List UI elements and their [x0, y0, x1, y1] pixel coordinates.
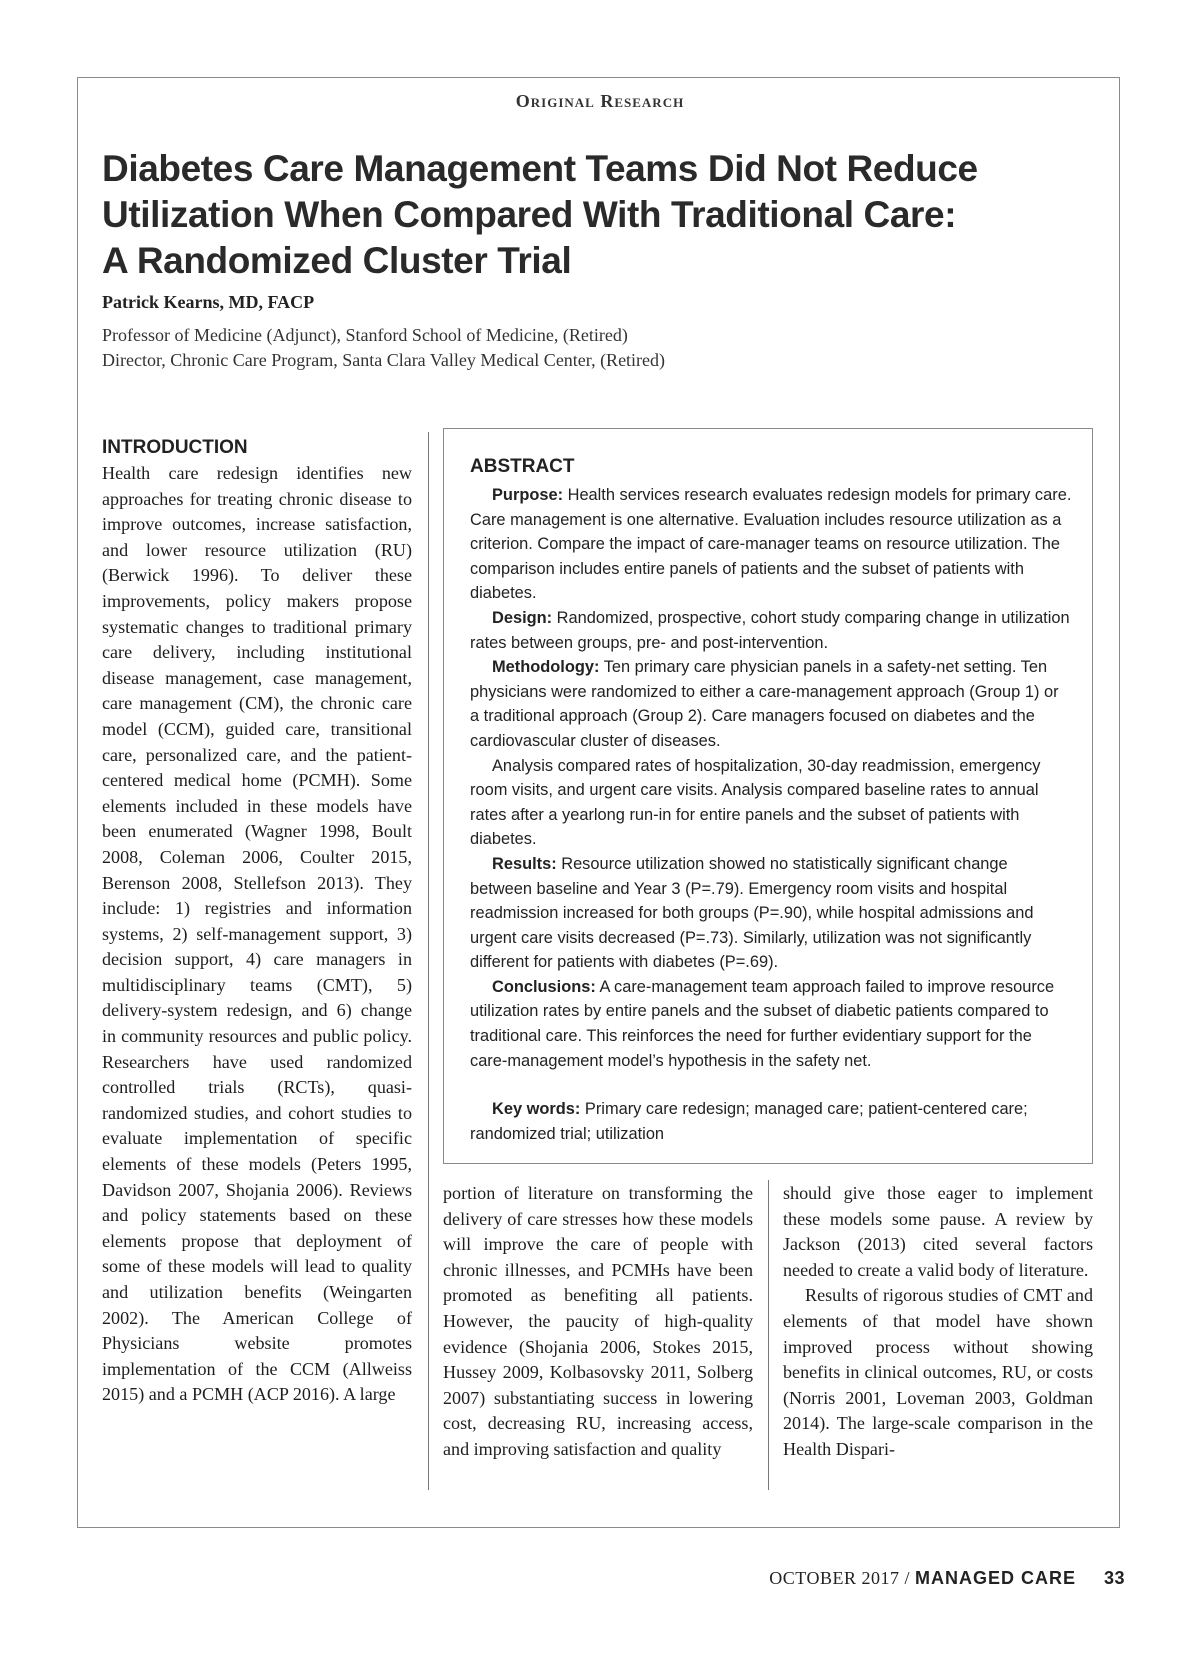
abstract-keywords	[470, 1097, 1072, 1146]
page-number: 33	[1103, 1568, 1125, 1588]
introduction-paragraph-end: should give those eager to implement these models some pause. A review by Jackson (2013) cited several factors needed to create a valid body of literature.	[783, 1183, 1093, 1280]
title-line-1: Diabetes Care Management Teams Did Not Reduce	[102, 148, 978, 189]
abstract-results	[470, 852, 1072, 975]
keywords-label: Key words:	[492, 1100, 581, 1119]
introduction-paragraph-next: Results of rigorous studies of CMT and elements of that model have shown improved process without showing benefits in clinical outcomes, RU, or costs (Norris 2001, Loveman 2003, Goldman 2014). The large-scale comparison in the Health Dispari-	[783, 1285, 1093, 1459]
design-text: Randomized, prospective, cohort study comparing change in utilization rates between groups, pre- and post-intervention.	[470, 608, 1070, 652]
footer-date: OCTOBER 2017 /	[769, 1568, 915, 1588]
abstract-design	[470, 606, 1072, 655]
title-line-2: Utilization When Compared With Traditional Care:	[102, 194, 957, 235]
introduction-column-left	[102, 461, 412, 1408]
author-name: Patrick Kearns, MD, FACP	[102, 292, 315, 312]
column-divider	[428, 432, 429, 1490]
author-affiliation-2: Director, Chronic Care Program, Santa Clara Valley Medical Center, (Retired)	[102, 350, 666, 370]
results-text: Resource utilization showed no statistically significant change between baseline and Year 3 (P=.79). Emergency room visits and hospital readmission increased for both groups (P=.90), while hospital admissions and urgent care visits decreased (P=.73). Similarly, utilization was not significantly different for patients with diabetes (P=.69).	[470, 854, 1034, 972]
abstract-heading: ABSTRACT	[470, 456, 575, 477]
abstract-purpose	[470, 483, 1072, 606]
abstract-analysis: Analysis compared rates of hospitalization, 30-day readmission, emergency room visits, and urgent care visits. Analysis compared baseline rates to annual rates after a yearlong run-in for entire panels and the subset of patients with diabetes.	[470, 756, 1041, 849]
column-divider-2	[768, 1180, 769, 1490]
page-footer	[769, 1568, 1125, 1589]
introduction-paragraph: Health care redesign identifies new approaches for treating chronic disease to improve outcomes, increase satisfaction, and lower resource utilization (RU) (Berwick 1996). To deliver these improvements, policy makers propose systematic changes to traditional primary care delivery, including institutional disease management, case management, care management (CM), the chronic care model (CCM), guided care, transitional care, personalized care, and the patient-centered medical home (PCMH). Some elements included in these models have been enumerated (Wagner 1998, Boult 2008, Coleman 2006, Coulter 2015, Berenson 2008, Stellefson 2013). They include: 1) registries and information systems, 2) self-management support, 3) decision support, 4) care managers in multidisciplinary teams (CMT), 5) delivery-system redesign, and 6) change in community resources and public policy. Researchers have used randomized controlled trials (RCTs), quasi-randomized studies, and cohort studies to evaluate implementation of specific elements of these models (Peters 1995, Davidson 2007, Shojania 2006). Reviews and policy statements based on these elements propose that deployment of some of these models will lead to quality and utilization benefits (Weingarten 2002). The American College of Physicians website promotes implementation of the CCM (Allweiss 2015) and a PCMH (ACP 2016). A large	[102, 463, 412, 1405]
article-title	[102, 146, 1112, 284]
abstract-conclusions	[470, 975, 1072, 1073]
conclusions-text: A care-management team approach failed to improve resource utilization rates by entire panels and the subset of diabetic patients compared to traditional care. This reinforces the need for further evidentiary support for the care-management model’s hypothesis in the safety net.	[470, 977, 1055, 1070]
methodology-label: Methodology:	[492, 658, 600, 677]
abstract-methodology	[470, 655, 1072, 753]
footer-magazine: MANAGED CARE	[914, 1568, 1076, 1588]
author-affiliation-1: Professor of Medicine (Adjunct), Stanford School of Medicine, (Retired)	[102, 325, 628, 345]
title-line-3: A Randomized Cluster Trial	[102, 240, 572, 281]
results-label: Results:	[492, 854, 557, 873]
design-label: Design:	[492, 608, 553, 627]
methodology-text: Ten primary care physician panels in a safety-net setting. Ten physicians were randomized to either a care-management approach (Group 1) or a traditional approach (Group 2). Care managers focused on diabetes and the cardiovascular cluster of diseases.	[470, 658, 1059, 750]
purpose-text: Health services research evaluates redesign models for primary care. Care management is one alternative. Evaluation includes resource utilization as a criterion. Compare the impact of care-manager teams on resource utilization. The comparison includes entire panels of patients and the subset of patients with diabetes.	[470, 486, 1072, 603]
abstract-box	[443, 428, 1093, 1164]
purpose-label: Purpose:	[492, 486, 564, 504]
section-label: Original Research	[515, 91, 685, 111]
introduction-column-middle	[443, 1181, 753, 1463]
keywords-text: Primary care redesign; managed care; patient-centered care; randomized trial; utilization	[470, 1100, 1028, 1143]
introduction-column-right	[783, 1181, 1093, 1463]
introduction-heading: INTRODUCTION	[102, 437, 248, 458]
conclusions-label: Conclusions:	[492, 977, 596, 996]
introduction-paragraph-continued: portion of literature on transforming the delivery of care stresses how these models will improve the care of people with chronic illnesses, and PCMHs have been promoted as benefiting all patients. However, the paucity of high-quality evidence (Shojania 2006, Stokes 2015, Hussey 2009, Kolbasovsky 2011, Solberg 2007) substantiating success in lowering cost, decreasing RU, increasing access, and improving satisfaction and quality	[443, 1183, 753, 1459]
